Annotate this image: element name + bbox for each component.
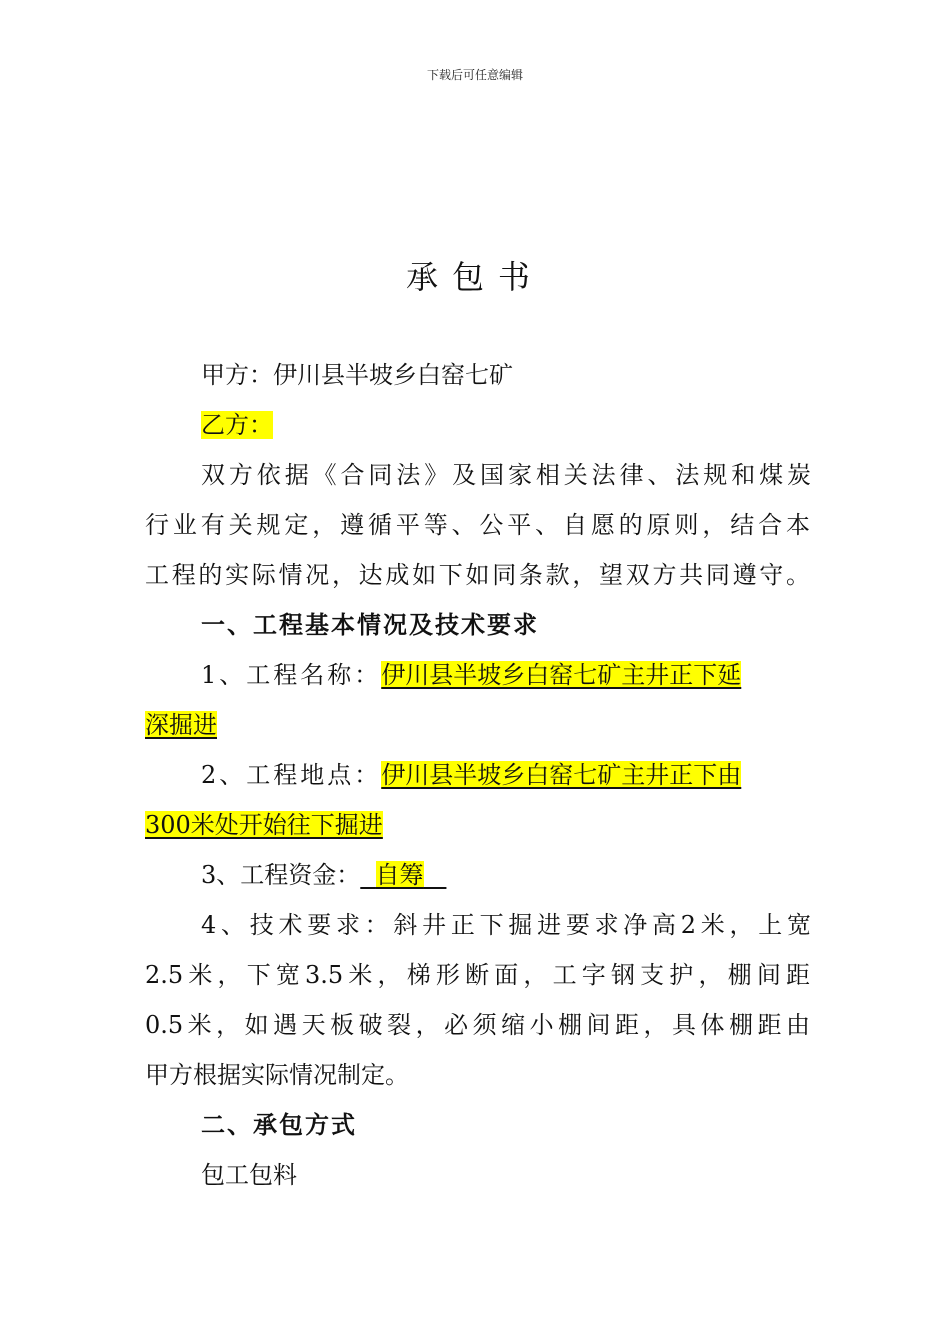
- intro-line-1: 双方依据《合同法》及国家相关法律、法规和煤炭: [201, 461, 811, 489]
- item-1-line: [201, 655, 811, 695]
- item-4-line-4: 甲方根据实际情况制定。: [145, 1061, 409, 1089]
- intro-line-3: 工程的实际情况，达成如下如同条款，望双方共同遵守。: [145, 561, 810, 589]
- item-1-continuation: [145, 705, 810, 745]
- document-title: 承包书: [405, 258, 544, 296]
- item-1-value: 伊川县半坡乡白窑七矿主井正下延: [381, 661, 742, 689]
- party-a: 甲方：伊川县半坡乡白窑七矿: [201, 361, 513, 389]
- item-3-value: 自筹: [375, 861, 424, 889]
- section-2-heading: 二、承包方式: [201, 1111, 357, 1139]
- section-2-text: 包工包料: [201, 1161, 297, 1189]
- item-3-line: [201, 855, 811, 895]
- item-3-value-wrap: [360, 861, 446, 889]
- item-2-value: 伊川县半坡乡白窑七矿主井正下由: [381, 761, 742, 789]
- item-3-label: 3、工程资金：: [201, 861, 361, 889]
- item-4-line-2: 2.5米，下宽3.5米，梯形断面，工字钢支护，棚间距: [145, 961, 810, 989]
- item-2-value-cont: 300米处开始往下掘进: [145, 811, 383, 839]
- party-b-line: [201, 405, 811, 445]
- header-note: 下载后可任意编辑: [426, 68, 523, 82]
- item-2-line: [201, 755, 811, 795]
- item-1-label: 1、工程名称：: [201, 661, 382, 689]
- item-4-line-1: 4、技术要求：斜井正下掘进要求净高2米，上宽: [201, 911, 811, 939]
- item-4-line-3: 0.5米，如遇天板破裂，必须缩小棚间距，具体棚距由: [145, 1011, 810, 1039]
- item-2-label: 2、工程地点：: [201, 761, 382, 789]
- section-1-heading: 一、工程基本情况及技术要求: [201, 611, 539, 639]
- party-b: 乙方：: [201, 411, 273, 439]
- item-1-value-cont: 深掘进: [145, 711, 217, 739]
- intro-line-2: 行业有关规定，遵循平等、公平、自愿的原则，结合本: [145, 511, 810, 539]
- item-2-continuation: [145, 805, 810, 845]
